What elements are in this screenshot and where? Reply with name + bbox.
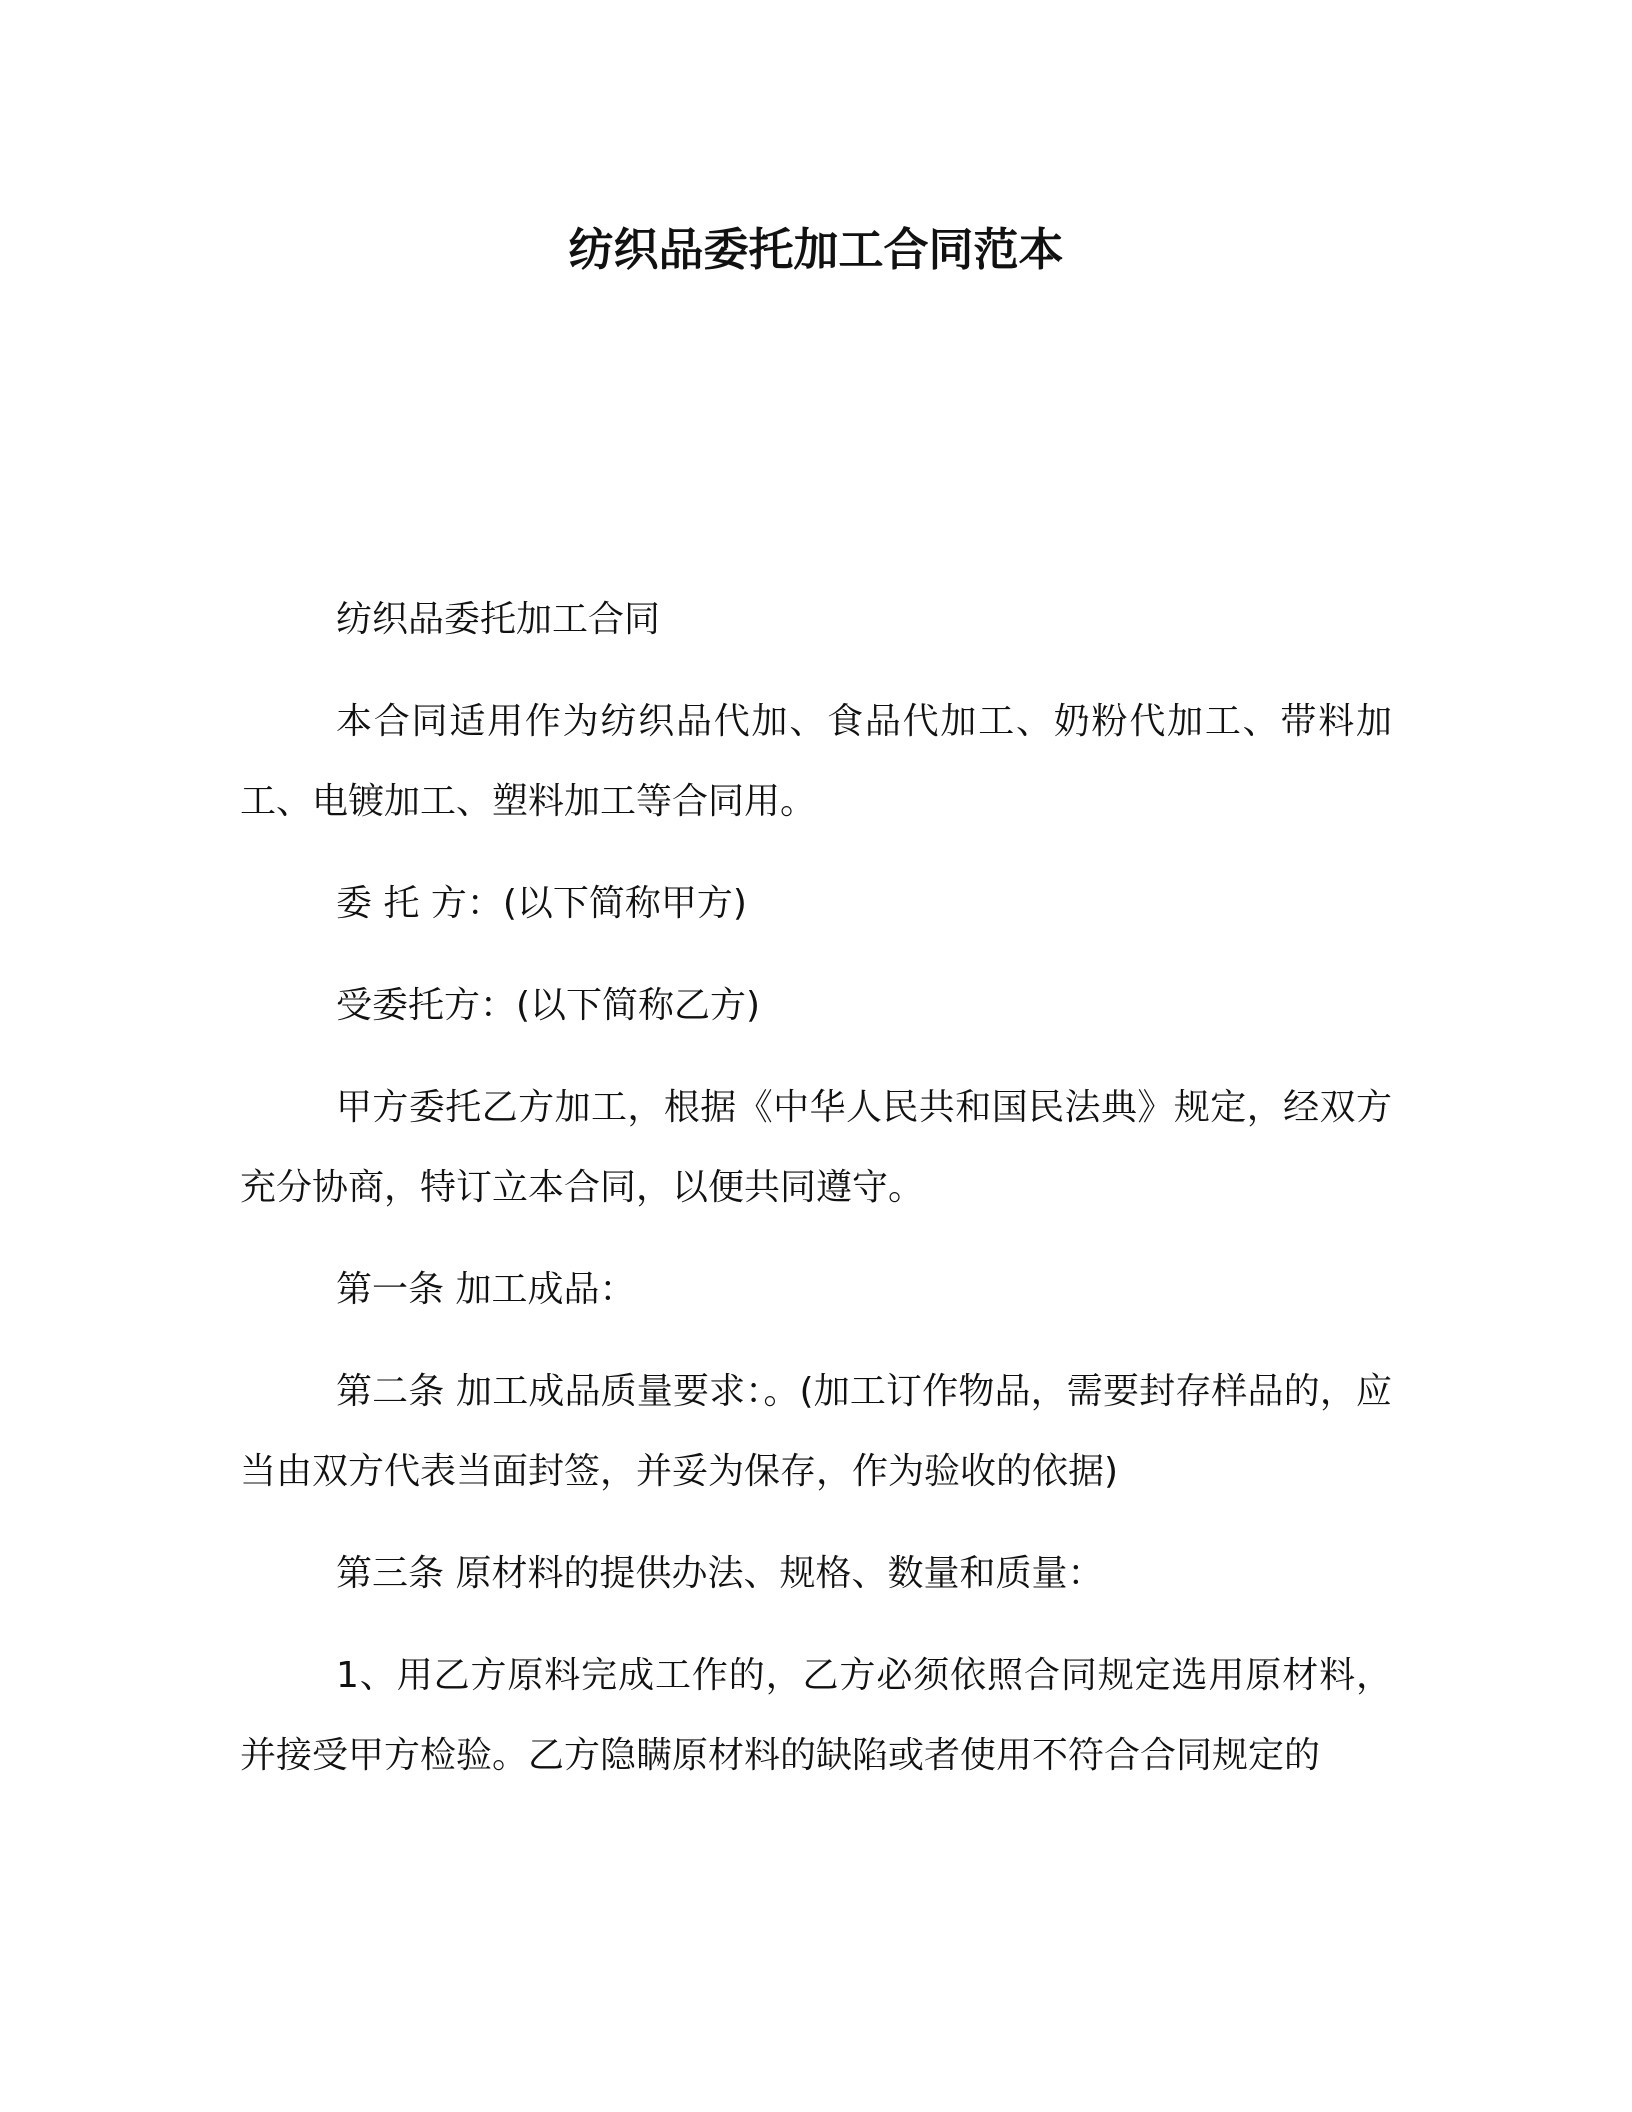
paragraph-party-a: 委 托 方：(以下简称甲方) [336, 883, 747, 924]
article-3-item-1: 1、用乙方原料完成工作的，乙方必须依照合同规定选用原材料，并接受甲方检验。乙方隐瞒原材料的缺陷或者使用不符合合同规定的 [240, 1655, 1392, 1776]
paragraph-preamble: 甲方委托乙方加工，根据《中华人民共和国民法典》规定，经双方充分协商，特订立本合同，以便共同遵守。 [240, 1087, 1392, 1208]
document-title: 纺织品委托加工合同范本 [568, 223, 1064, 276]
paragraph-scope: 本合同适用作为纺织品代加、食品代加工、奶粉代加工、带料加工、电镀加工、塑料加工等合同用。 [240, 701, 1392, 822]
paragraph-contract-heading: 纺织品委托加工合同 [336, 599, 661, 640]
document-body [240, 580, 1392, 1818]
paragraph-party-b: 受委托方：(以下简称乙方) [336, 985, 761, 1026]
article-3: 第三条 原材料的提供办法、规格、数量和质量： [336, 1553, 1104, 1594]
article-1: 第一条 加工成品： [336, 1269, 636, 1310]
article-2: 第二条 加工成品质量要求：。(加工订作物品，需要封存样品的，应当由双方代表当面封签，并妥为保存，作为验收的依据) [240, 1371, 1392, 1492]
